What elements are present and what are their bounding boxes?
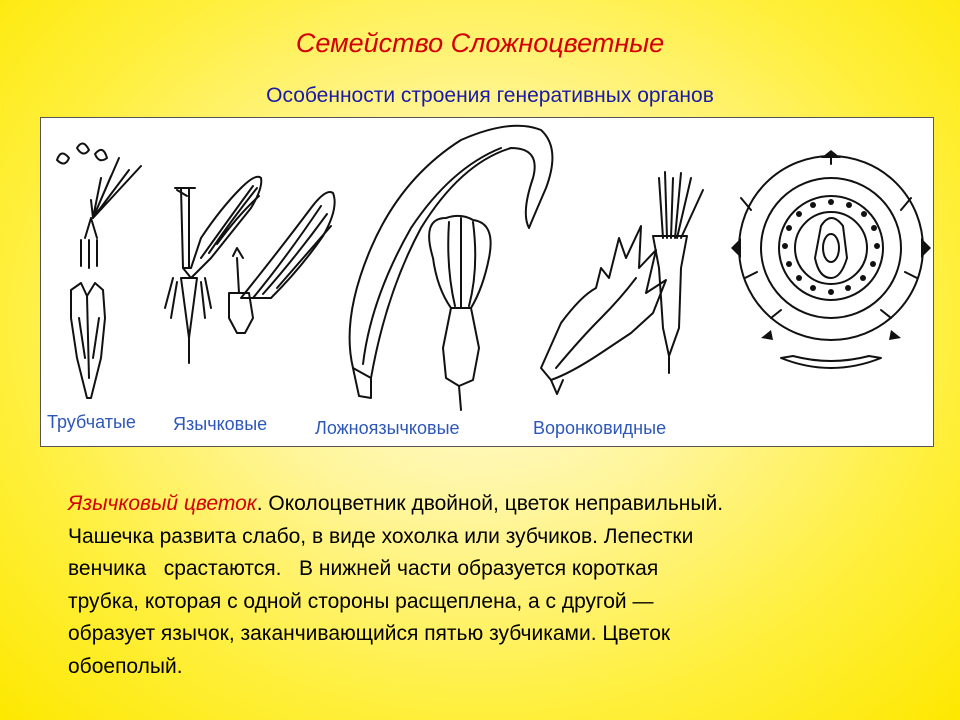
description-line: венчика срастаются. В нижней части образуется короткая	[68, 557, 659, 580]
description-text	[68, 488, 908, 683]
label-funnel: Воронковидные	[533, 418, 667, 438]
flower-drawings	[41, 118, 935, 448]
description-lead: Язычковый цветок	[68, 492, 257, 515]
label-tubular: Трубчатые	[47, 412, 136, 432]
description-line: образует язычок, заканчивающийся пятью зубчиками. Цветок	[68, 622, 671, 645]
ligulate-flower-drawing	[165, 177, 261, 363]
description-line: трубка, которая с одной стороны расщеплена, а с другой —	[68, 589, 654, 613]
false-ligulate-flower-drawing	[350, 126, 553, 410]
tubular-flower-drawing	[57, 143, 141, 398]
flower-types-figure	[40, 117, 934, 447]
label-ligulate: Язычковые	[173, 414, 268, 434]
funnel-flower-drawing	[541, 172, 703, 394]
slide-title: Семейство Сложноцветные	[295, 28, 665, 58]
description-line: обоеполый.	[68, 654, 183, 678]
slide-subtitle: Особенности строения генеративных органов	[266, 84, 714, 107]
description-line: . Околоцветник двойной, цветок неправильный.	[256, 492, 724, 515]
ligulate-flower-drawing-2	[229, 192, 335, 333]
label-false-ligulate: Ложноязычковые	[315, 418, 460, 438]
description-line: Чашечка развита слабо, в виде хохолка или зубчиков. Лепестки	[68, 524, 694, 548]
